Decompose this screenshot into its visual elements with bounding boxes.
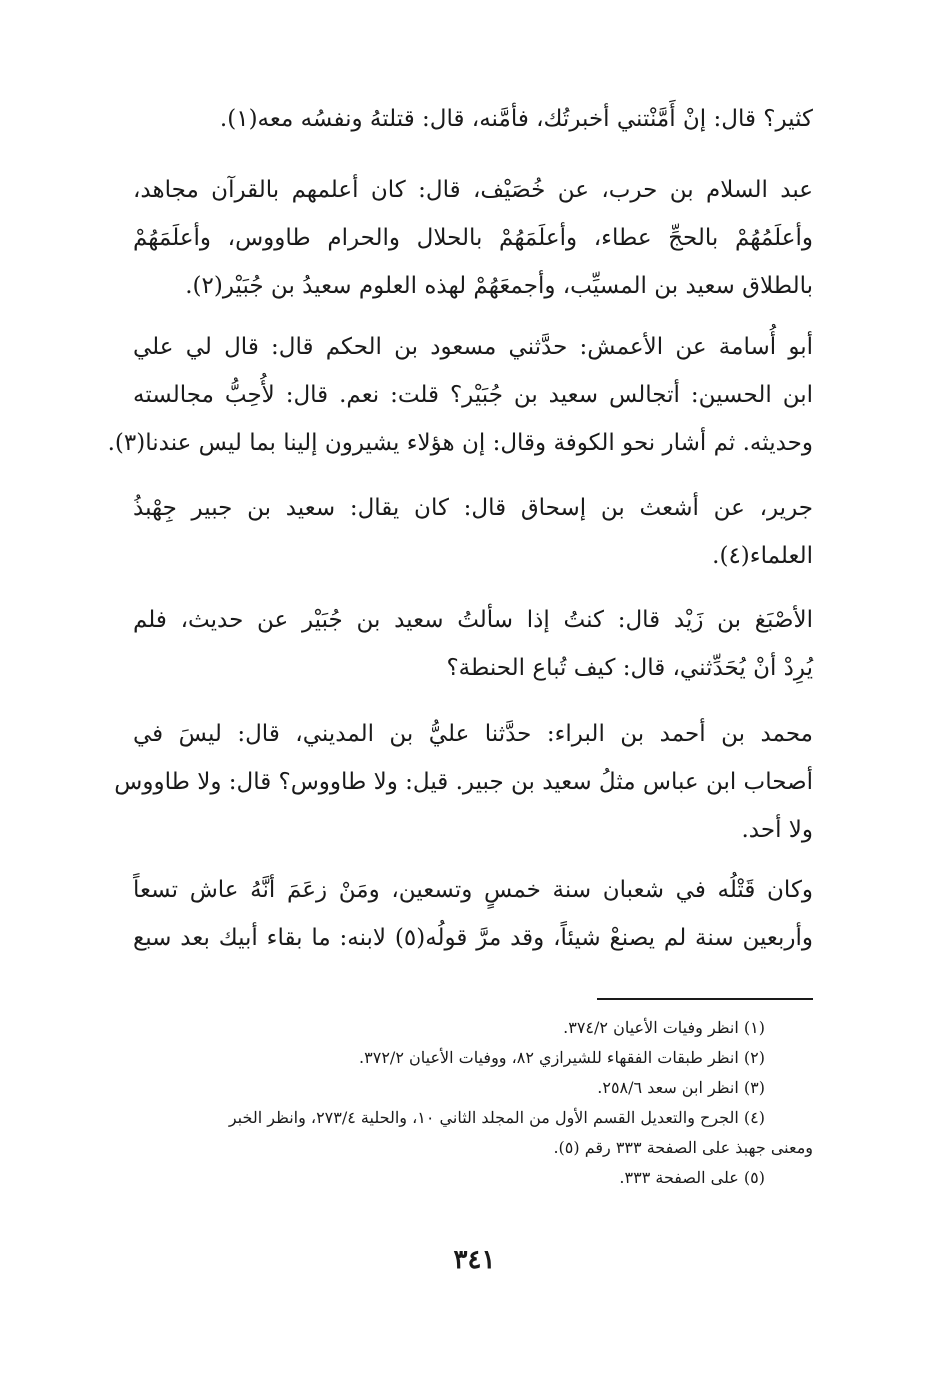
page-number: ٣٤١ (453, 1245, 496, 1275)
footnote-divider (597, 998, 813, 1000)
text-line: ولا أحد. (741, 817, 813, 843)
text-line: وحديثه. ثم أشار نحو الكوفة وقال: إن هؤلاء يشيرون إلينا بما ليس عندنا(٣). (107, 430, 813, 456)
paragraph-2 (133, 166, 813, 310)
paragraph-7 (133, 866, 813, 962)
text-line: عبد السلام بن حرب، عن خُصَيْف، قال: كان أعلمهم بالقرآن مجاهد، (133, 177, 813, 203)
footnotes (133, 1013, 813, 1193)
text-line: الأصْبَغ بن زَيْد قال: كنتُ إذا سألتُ سعيد بن جُبَيْر عن حديث، فلم (133, 607, 813, 633)
footnote-4: (٤) الجرح والتعديل القسم الأول من المجلد الثاني ١٠، والحلية ٢٧٣/٤، وانظر الخبر (228, 1108, 765, 1127)
footnote-2: (٢) انظر طبقات الفقهاء للشيرازي ٨٢، ووفيات الأعيان ٣٧٢/٢. (359, 1048, 765, 1067)
footnote-5: (٥) على الصفحة ٣٣٣. (619, 1168, 765, 1187)
text-line: أبو أُسامة عن الأعمش: حدَّثني مسعود بن الحكم قال: قال لي علي (133, 334, 813, 360)
footnote-3: (٣) انظر ابن سعد ٢٥٨/٦. (597, 1078, 765, 1097)
text-line: وأربعين سنة لم يصنعْ شيئاً، وقد مرَّ قولُه(٥) لابنه: ما بقاء أبيك بعد سبع (133, 925, 813, 951)
paragraph-1 (133, 95, 813, 143)
paragraph-6 (114, 710, 813, 854)
text-line: محمد بن أحمد بن البراء: حدَّثنا عليُّ بن المديني، قال: ليسَ في (133, 721, 813, 747)
footnote-1: (١) انظر وفيات الأعيان ٣٧٤/٢. (563, 1018, 765, 1037)
paragraph-3 (107, 323, 813, 467)
text-line: وكان قَتْلُه في شعبان سنة خمسٍ وتسعين، ومَنْ زعَمَ أنَّهُ عاش تسعاً (133, 877, 813, 903)
footnote-4-continuation: ومعنى جهبذ على الصفحة ٣٣٣ رقم (٥). (553, 1138, 813, 1157)
text-line: أصحاب ابن عباس مثلُ سعيد بن جبير. قيل: ولا طاووس؟ قال: ولا طاووس (114, 769, 813, 795)
text-line: يُرِدْ أنْ يُحَدِّثني، قال: كيف تُباع الحنطة؟ (446, 655, 813, 681)
paragraph-5 (133, 596, 813, 692)
text-line: العلماء(٤). (712, 543, 813, 569)
text-line: ابن الحسين: أتجالس سعيد بن جُبَيْر؟ قلت: نعم. قال: لأُحِبُّ مجالسته (133, 382, 813, 408)
text-line: بالطلاق سعيد بن المسيِّب، وأجمعَهُمْ لهذه العلوم سعيدُ بن جُبَيْر(٢). (185, 273, 813, 299)
text-line: وأعلَمُهُمْ بالحجِّ عطاء، وأعلَمَهُمْ بالحلال والحرام طاووس، وأعلَمَهُمْ (133, 225, 813, 251)
paragraph-4 (133, 484, 813, 580)
text-line: جرير، عن أشعث بن إسحاق قال: كان يقال: سعيد بن جبير جِهْبذُ (133, 495, 813, 521)
text-line: كثير؟ قال: إنْ أَمَّنْتني أخبرتُك، فأمَّنه، قال: قتلتهُ ونفسُه معه(١). (219, 106, 813, 132)
